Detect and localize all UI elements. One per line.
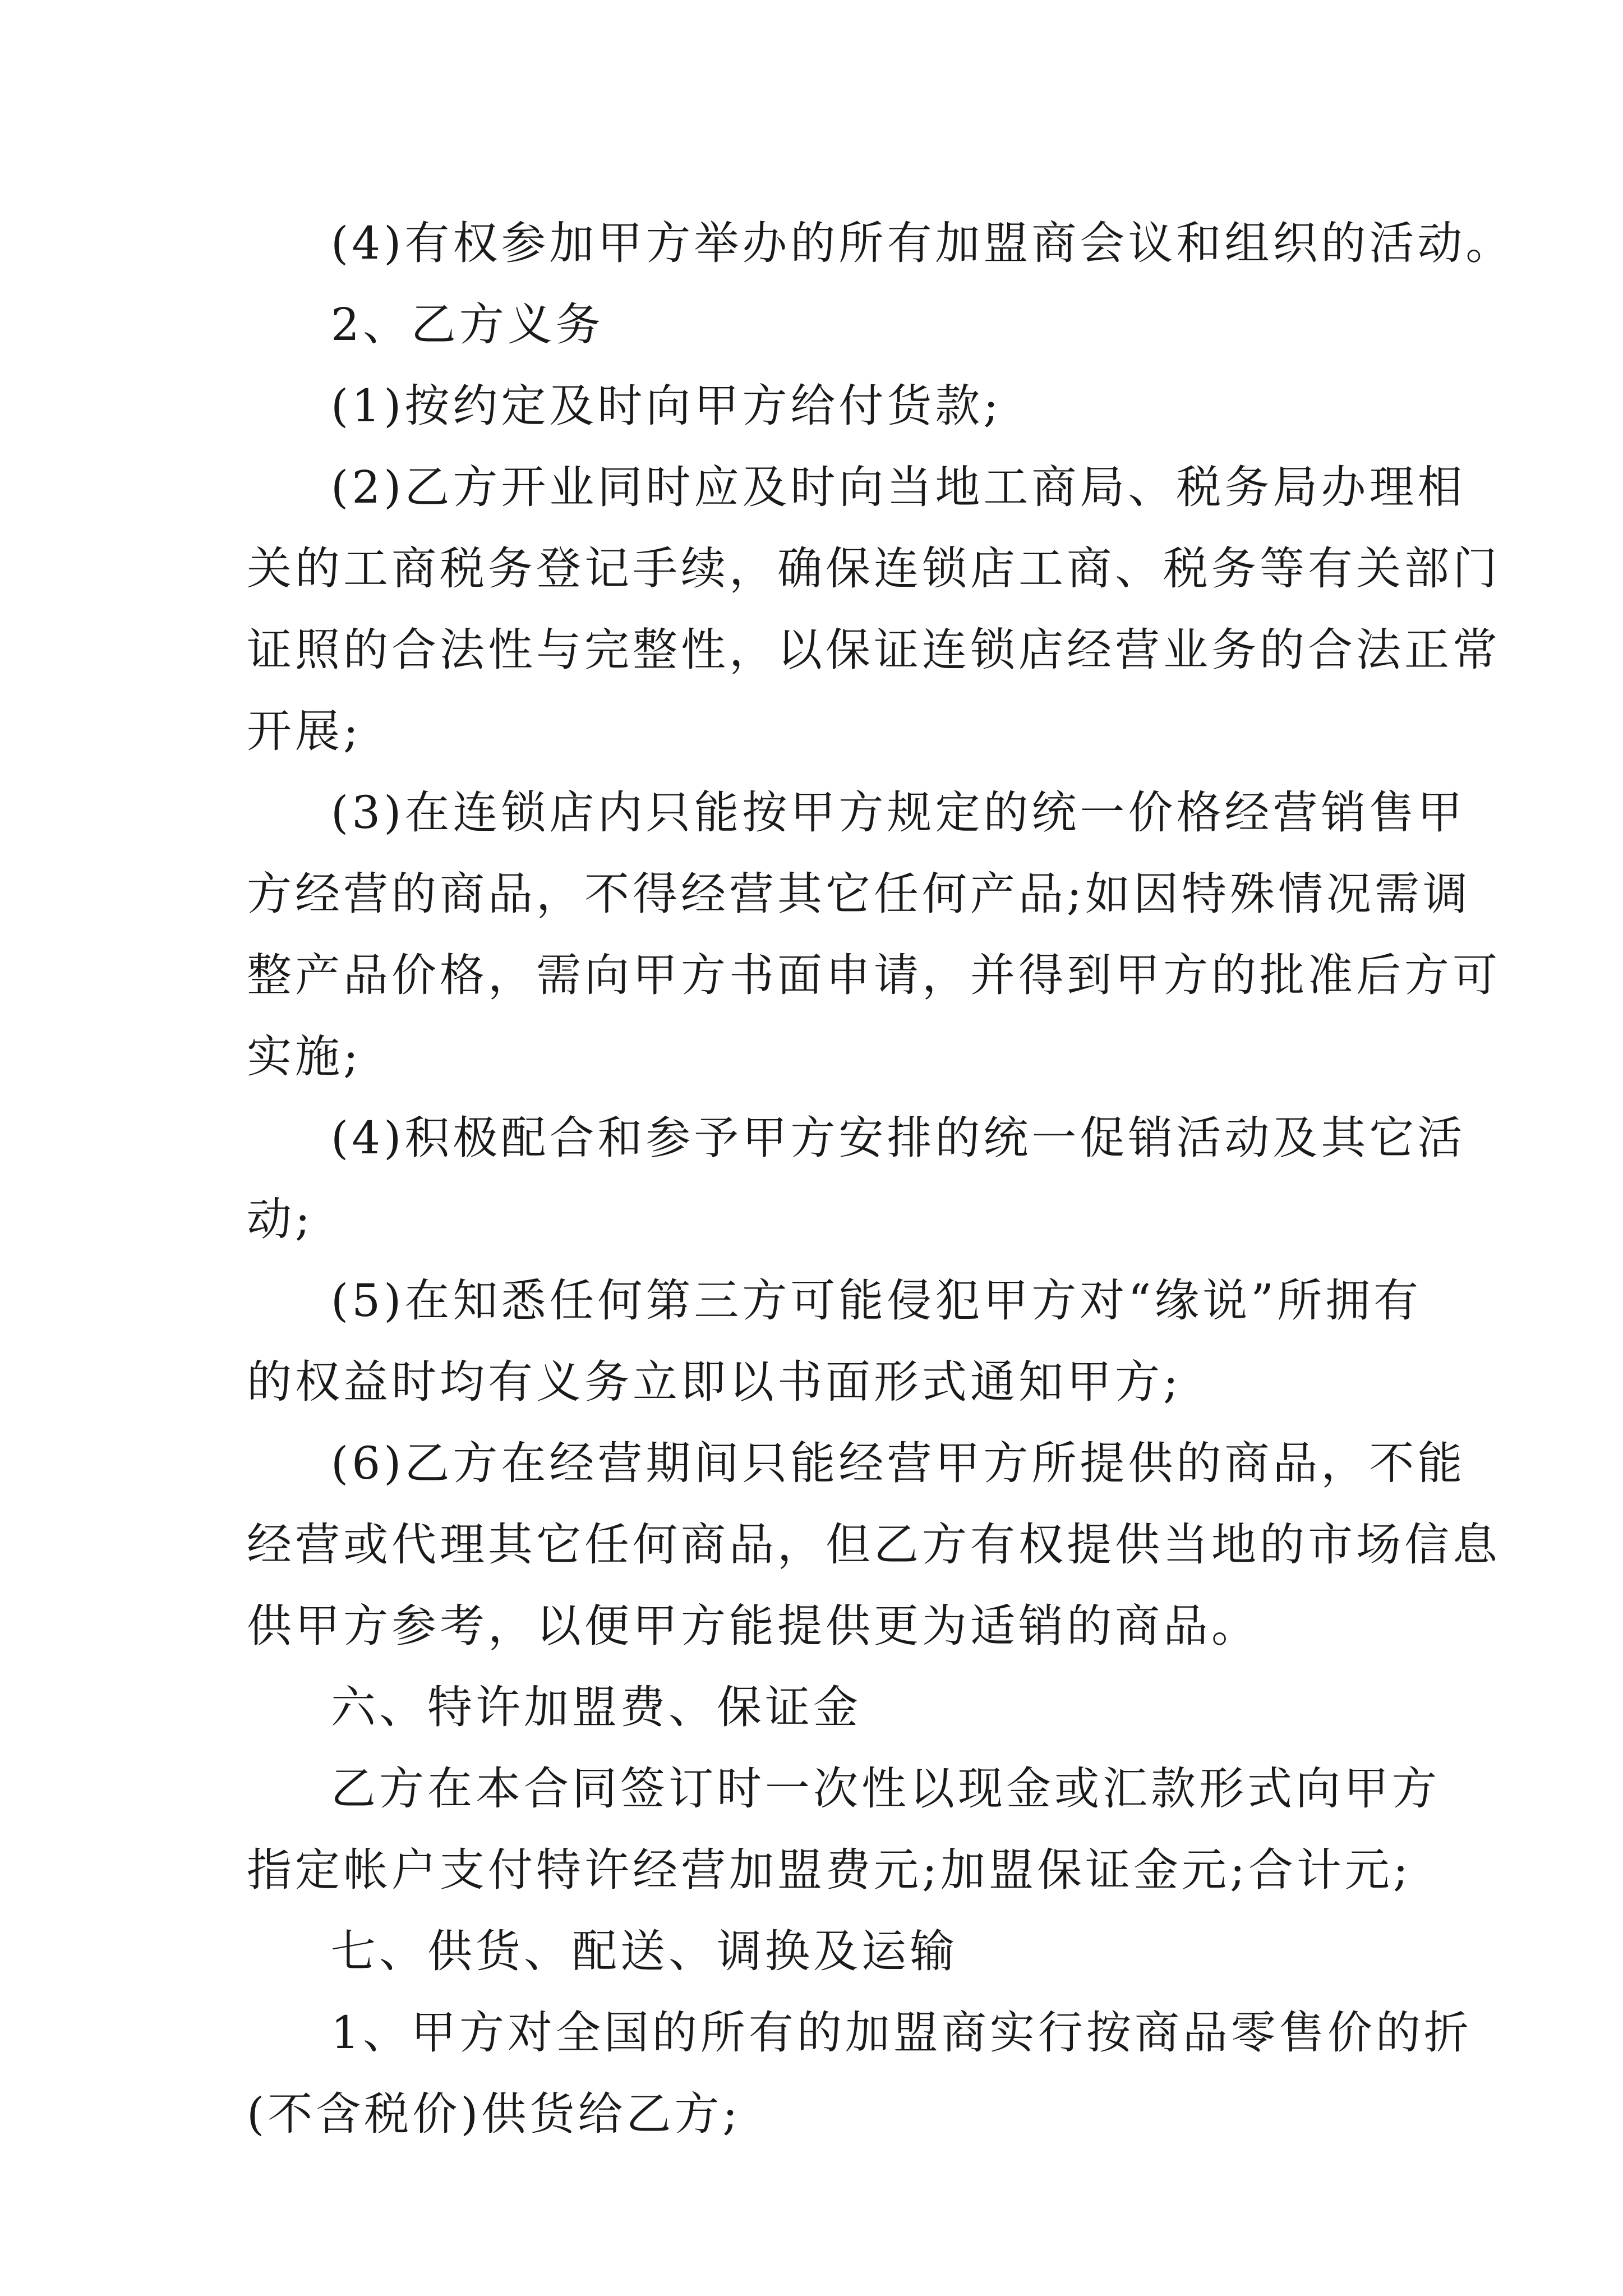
text-line: (不含税价)供货给乙方;: [247, 2088, 741, 2140]
text-line: (3)在连锁店内只能按甲方规定的统一价格经营销售甲: [331, 786, 1466, 839]
text-line: (2)乙方开业同时应及时向当地工商局、税务局办理相: [331, 461, 1466, 513]
text-line: 指定帐户支付特许经营加盟费元;加盟保证金元;合计元;: [247, 1844, 1412, 1896]
text-line: 证照的合法性与完整性，以保证连锁店经营业务的合法正常: [247, 624, 1501, 676]
text-line: 关的工商税务登记手续，确保连锁店工商、税务等有关部门: [247, 542, 1501, 595]
text-line: 1、甲方对全国的所有的加盟商实行按商品零售价的折: [331, 2007, 1472, 2059]
text-line: (4)有权参加甲方举办的所有加盟商会议和组织的活动。: [331, 217, 1514, 269]
text-line: 动;: [247, 1193, 313, 1245]
section-heading: 2、乙方义务: [331, 298, 604, 351]
section-heading: 七、供货、配送、调换及运输: [331, 1925, 958, 1977]
text-line: 乙方在本合同签订时一次性以现金或汇款形式向甲方: [331, 1763, 1440, 1815]
text-line: 方经营的商品，不得经营其它任何产品;如因特殊情况需调: [247, 868, 1471, 920]
text-line: 实施;: [247, 1030, 362, 1083]
text-line: (4)积极配合和参予甲方安排的统一促销活动及其它活: [331, 1112, 1466, 1164]
text-line: (1)按约定及时向甲方给付货款;: [331, 380, 1002, 432]
text-line: 的权益时均有义务立即以书面形式通知甲方;: [247, 1356, 1182, 1408]
text-line: 整产品价格，需向甲方书面申请，并得到甲方的批准后方可: [247, 949, 1501, 1001]
text-line: (5)在知悉任何第三方可能侵犯甲方对“缘说”所拥有: [331, 1274, 1422, 1327]
text-line: 供甲方参考，以便甲方能提供更为适销的商品。: [247, 1600, 1260, 1652]
text-line: 开展;: [247, 705, 362, 757]
section-heading: 六、特许加盟费、保证金: [331, 1681, 861, 1733]
text-line: (6)乙方在经营期间只能经营甲方所提供的商品，不能: [331, 1437, 1466, 1489]
text-line: 经营或代理其它任何商品，但乙方有权提供当地的市场信息: [247, 1519, 1501, 1571]
